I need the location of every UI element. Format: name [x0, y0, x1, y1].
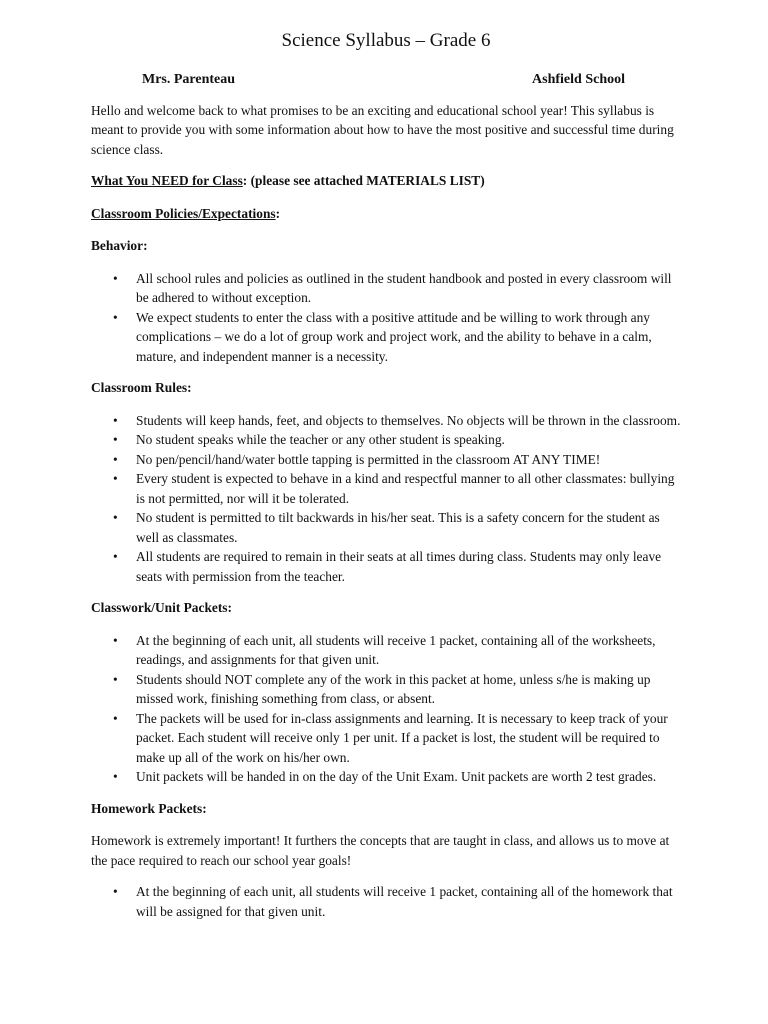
policies-heading-label: Classroom Policies/Expectations	[91, 205, 276, 221]
materials-note: (please see attached MATERIALS LIST)	[247, 173, 485, 188]
classwork-heading: Classwork/Unit Packets:	[91, 600, 232, 615]
list-item: • No student speaks while the teacher or any other student is speaking.	[91, 430, 681, 450]
list-item: • The packets will be used for in-class assignments and learning. It is necessary to keep track of your packet. Each student will receive only 1 per unit. If a packet is lost, the student will be required to make up all of the work on his/her own.	[91, 709, 681, 768]
syllabus-page	[91, 28, 681, 933]
list-item: • Every student is expected to behave in a kind and respectful manner to all other classmates: bullying is not permitted, nor will it be tolerated.	[91, 469, 681, 508]
list-item: • At the beginning of each unit, all students will receive 1 packet, containing all of the homework that will be assigned for that given unit.	[91, 882, 681, 921]
list-item: • Unit packets will be handed in on the day of the Unit Exam. Unit packets are worth 2 test grades.	[91, 767, 681, 787]
policies-heading	[91, 204, 681, 224]
rules-heading: Classroom Rules:	[91, 380, 192, 395]
school-name: Ashfield School	[532, 72, 625, 87]
list-item: • Students will keep hands, feet, and objects to themselves. No objects will be thrown in the classroom.	[91, 411, 681, 431]
classwork-list	[91, 631, 681, 787]
homework-list	[91, 882, 681, 921]
list-item: • All students are required to remain in their seats at all times during class. Students may only leave seats with permission from the teacher.	[91, 547, 681, 586]
homework-heading: Homework Packets:	[91, 800, 207, 816]
list-item: • No pen/pencil/hand/water bottle tapping is permitted in the classroom AT ANY TIME!	[91, 450, 681, 470]
document-title: Science Syllabus – Grade 6	[281, 30, 491, 51]
header-row	[91, 70, 681, 90]
list-item: • We expect students to enter the class with a positive attitude and be willing to work through any complications – we do a lot of group work and project work, and the ability to behave in a calm, mature, and independent manner is a necessity.	[91, 308, 681, 367]
list-item: • All school rules and policies as outlined in the student handbook and posted in every classroom will be adhered to without exception.	[91, 269, 681, 308]
materials-heading-label: What You NEED for Class	[91, 173, 243, 188]
rules-list	[91, 411, 681, 587]
intro-paragraph: Hello and welcome back to what promises to be an exciting and educational school year! This syllabus is meant to provide you with some information about how to have the most positive and successful time during science class.	[91, 102, 674, 157]
list-item: • No student is permitted to tilt backwards in his/her seat. This is a safety concern for the student as well as classmates.	[91, 508, 681, 547]
list-item: • At the beginning of each unit, all students will receive 1 packet, containing all of the worksheets, readings, and assignments for that given unit.	[91, 631, 681, 670]
list-item: • Students should NOT complete any of the work in this packet at home, unless s/he is making up missed work, finishing something from class, or absent.	[91, 670, 681, 709]
behavior-heading: Behavior:	[91, 238, 148, 253]
policies-heading-colon: :	[275, 205, 281, 221]
homework-intro: Homework is extremely important! It furthers the concepts that are taught in class, and allows us to move at the pace required to reach our school year goals!	[91, 833, 670, 868]
teacher-name: Mrs. Parenteau	[142, 72, 236, 87]
materials-heading-colon: :	[242, 173, 248, 188]
behavior-list	[91, 269, 681, 367]
materials-heading	[91, 171, 681, 191]
